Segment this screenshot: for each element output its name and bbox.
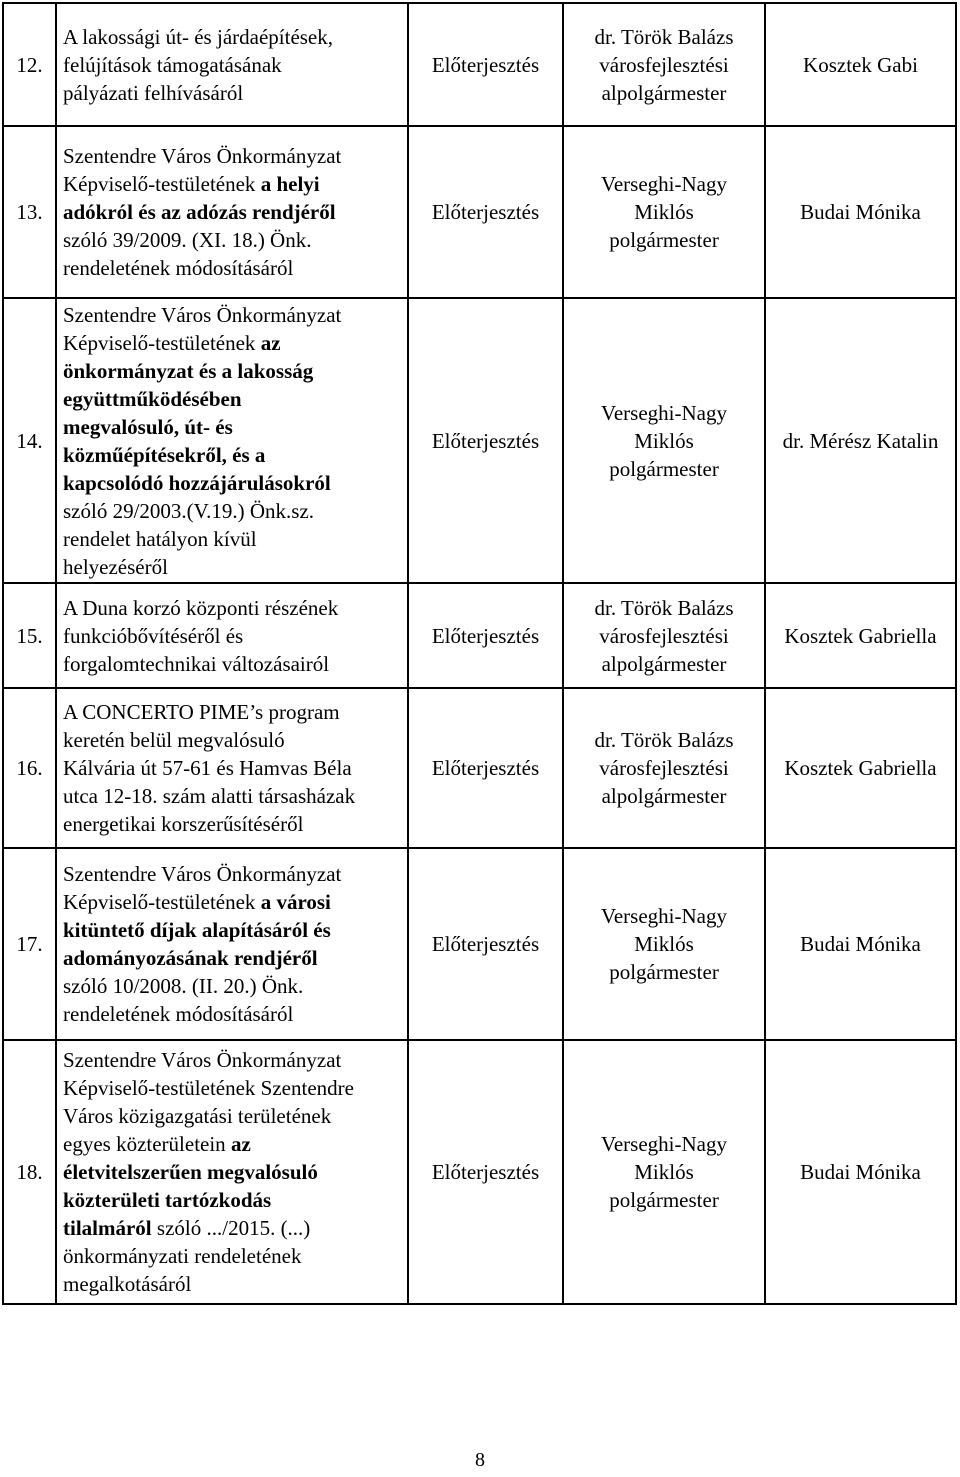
presenter — [563, 126, 765, 298]
description-text: egyes közterületein — [63, 1132, 231, 1156]
description-line — [63, 51, 401, 79]
presenter-line: városfejlesztési — [599, 52, 729, 77]
table-row — [3, 126, 956, 298]
description-text: együttműködésében — [63, 386, 242, 411]
description-text: rendeletének módosításáról — [63, 256, 294, 280]
description-text: felújítások támogatásának — [63, 52, 282, 77]
description-line — [63, 782, 401, 810]
contact-person: Kosztek Gabriella — [765, 583, 956, 688]
description-text: pályázati felhívásáról — [63, 80, 244, 105]
description-text: keretén belül megvalósuló — [63, 728, 285, 752]
description-line — [63, 1102, 401, 1130]
contact-person: Kosztek Gabi — [765, 3, 956, 126]
item-description — [56, 298, 408, 583]
description-text: önkormányzati rendeletének — [63, 1244, 302, 1268]
description-line — [63, 469, 401, 497]
agenda-table — [2, 2, 957, 1305]
presenter-line: városfejlesztési — [599, 756, 729, 780]
presenter-line: polgármester — [609, 456, 719, 481]
description-text: szóló 39/2009. (XI. 18.) Önk. — [63, 228, 312, 252]
description-text: a városi — [260, 890, 331, 914]
table-row — [3, 583, 956, 688]
description-text: szóló .../2015. (...) — [151, 1216, 311, 1240]
description-line — [63, 170, 401, 198]
description-line — [63, 329, 401, 357]
description-text: A CONCERTO PIME’s program — [63, 700, 340, 724]
presenter — [563, 1040, 765, 1304]
description-text: Szentendre Város Önkormányzat — [63, 144, 342, 168]
presenter-line: dr. Török Balázs — [594, 728, 734, 752]
description-text: az — [260, 330, 281, 355]
page-number: 8 — [475, 1449, 485, 1471]
presenter-line: Miklós — [634, 428, 694, 453]
presenter-line: alpolgármester — [601, 651, 727, 676]
description-line — [63, 1130, 401, 1158]
description-text: utca 12-18. szám alatti társasházak — [63, 784, 356, 808]
description-text: szóló 29/2003.(V.19.) Önk.sz. — [63, 498, 315, 523]
document-type: Előterjesztés — [408, 848, 563, 1040]
document-type: Előterjesztés — [408, 583, 563, 688]
table-row — [3, 1040, 956, 1304]
description-text: rendeletének módosításáról — [63, 1002, 294, 1026]
presenter-line: Verseghi-Nagy — [601, 904, 727, 928]
description-text: megvalósuló, út- és — [63, 414, 233, 439]
presenter-line: Verseghi-Nagy — [601, 172, 727, 196]
description-text: Szentendre Város Önkormányzat — [63, 302, 342, 327]
description-line — [63, 1270, 401, 1298]
description-text: Képviselő-testületének — [63, 172, 261, 196]
presenter-line: Miklós — [634, 200, 694, 224]
contact-person: Kosztek Gabriella — [765, 688, 956, 848]
description-text: közműépítésekről, és a — [63, 442, 266, 467]
description-text: a helyi — [260, 172, 320, 196]
description-line — [63, 888, 401, 916]
description-text: önkormányzat és a lakosság — [63, 358, 314, 383]
presenter-line: dr. Török Balázs — [594, 595, 734, 620]
description-line — [63, 497, 401, 525]
description-text: kitüntető díjak alapításáról és — [63, 918, 331, 942]
description-text: funkcióbővítéséről és — [63, 623, 244, 648]
description-text: megalkotásáról — [63, 1272, 192, 1296]
document-type: Előterjesztés — [408, 126, 563, 298]
item-number: 16. — [3, 688, 56, 848]
description-line — [63, 301, 401, 329]
presenter-line: Miklós — [634, 1160, 694, 1184]
presenter — [563, 298, 765, 583]
presenter-line: dr. Török Balázs — [594, 24, 734, 49]
description-line — [63, 413, 401, 441]
description-line — [63, 698, 401, 726]
description-line — [63, 142, 401, 170]
item-description — [56, 1040, 408, 1304]
presenter-line: alpolgármester — [601, 80, 727, 105]
description-line — [63, 1214, 401, 1242]
description-text: szóló 10/2008. (II. 20.) Önk. — [63, 974, 304, 998]
description-line — [63, 622, 401, 650]
description-text: Szentendre Város Önkormányzat — [63, 1048, 342, 1072]
agenda-body — [3, 3, 956, 1304]
document-type: Előterjesztés — [408, 688, 563, 848]
description-line — [63, 944, 401, 972]
description-text: Képviselő-testületének — [63, 330, 261, 355]
item-number: 13. — [3, 126, 56, 298]
description-text: életvitelszerűen megvalósuló — [63, 1160, 318, 1184]
description-text: adományozásának rendjéről — [63, 946, 318, 970]
description-line — [63, 1046, 401, 1074]
description-text: A Duna korzó központi részének — [63, 595, 339, 620]
presenter-line: alpolgármester — [601, 784, 727, 808]
presenter-line: Verseghi-Nagy — [601, 400, 727, 425]
description-text: helyezéséről — [63, 554, 168, 579]
item-description — [56, 126, 408, 298]
description-line — [63, 972, 401, 1000]
description-line — [63, 198, 401, 226]
description-line — [63, 357, 401, 385]
item-number: 17. — [3, 848, 56, 1040]
presenter-line: Miklós — [634, 932, 694, 956]
description-line — [63, 860, 401, 888]
description-line — [63, 726, 401, 754]
presenter — [563, 583, 765, 688]
description-line — [63, 226, 401, 254]
item-number: 15. — [3, 583, 56, 688]
description-line — [63, 1158, 401, 1186]
presenter-line: polgármester — [609, 1188, 719, 1212]
presenter-line: polgármester — [609, 228, 719, 252]
table-row — [3, 848, 956, 1040]
item-description — [56, 583, 408, 688]
description-line — [63, 916, 401, 944]
contact-person: Budai Mónika — [765, 1040, 956, 1304]
description-text: forgalomtechnikai változásairól — [63, 651, 330, 676]
presenter — [563, 688, 765, 848]
contact-person: dr. Mérész Katalin — [765, 298, 956, 583]
item-number: 12. — [3, 3, 56, 126]
presenter — [563, 3, 765, 126]
item-description — [56, 3, 408, 126]
description-line — [63, 79, 401, 107]
description-text: közterületi tartózkodás — [63, 1188, 272, 1212]
document-type: Előterjesztés — [408, 1040, 563, 1304]
description-text: Város közigazgatási területének — [63, 1104, 332, 1128]
description-line — [63, 254, 401, 282]
description-text: rendelet hatályon kívül — [63, 526, 257, 551]
presenter-line: polgármester — [609, 960, 719, 984]
description-text: kapcsolódó hozzájárulásokról — [63, 470, 331, 495]
description-text: Képviselő-testületének — [63, 890, 261, 914]
item-description — [56, 848, 408, 1040]
item-number: 18. — [3, 1040, 56, 1304]
contact-person: Budai Mónika — [765, 126, 956, 298]
description-line — [63, 1242, 401, 1270]
table-row — [3, 3, 956, 126]
description-text: az — [230, 1132, 251, 1156]
description-line — [63, 525, 401, 553]
description-text: Kálvária út 57-61 és Hamvas Béla — [63, 756, 352, 780]
description-text: Szentendre Város Önkormányzat — [63, 862, 342, 886]
description-line — [63, 810, 401, 838]
description-line — [63, 650, 401, 678]
item-number: 14. — [3, 298, 56, 583]
description-line — [63, 553, 401, 581]
description-text: tilalmáról — [63, 1216, 152, 1240]
description-text: Képviselő-testületének Szentendre — [63, 1076, 354, 1100]
description-line — [63, 1074, 401, 1102]
document-type: Előterjesztés — [408, 298, 563, 583]
description-text: A lakossági út- és járdaépítések, — [63, 24, 334, 49]
description-line — [63, 385, 401, 413]
table-row — [3, 688, 956, 848]
description-line — [63, 754, 401, 782]
description-line — [63, 441, 401, 469]
presenter-line: Verseghi-Nagy — [601, 1132, 727, 1156]
description-text: energetikai korszerűsítéséről — [63, 812, 304, 836]
presenter — [563, 848, 765, 1040]
table-row — [3, 298, 956, 583]
item-description — [56, 688, 408, 848]
description-line — [63, 1186, 401, 1214]
description-line — [63, 1000, 401, 1028]
description-line — [63, 23, 401, 51]
document-type: Előterjesztés — [408, 3, 563, 126]
description-text: adókról és az adózás rendjéről — [63, 200, 336, 224]
contact-person: Budai Mónika — [765, 848, 956, 1040]
description-line — [63, 594, 401, 622]
presenter-line: városfejlesztési — [599, 623, 729, 648]
